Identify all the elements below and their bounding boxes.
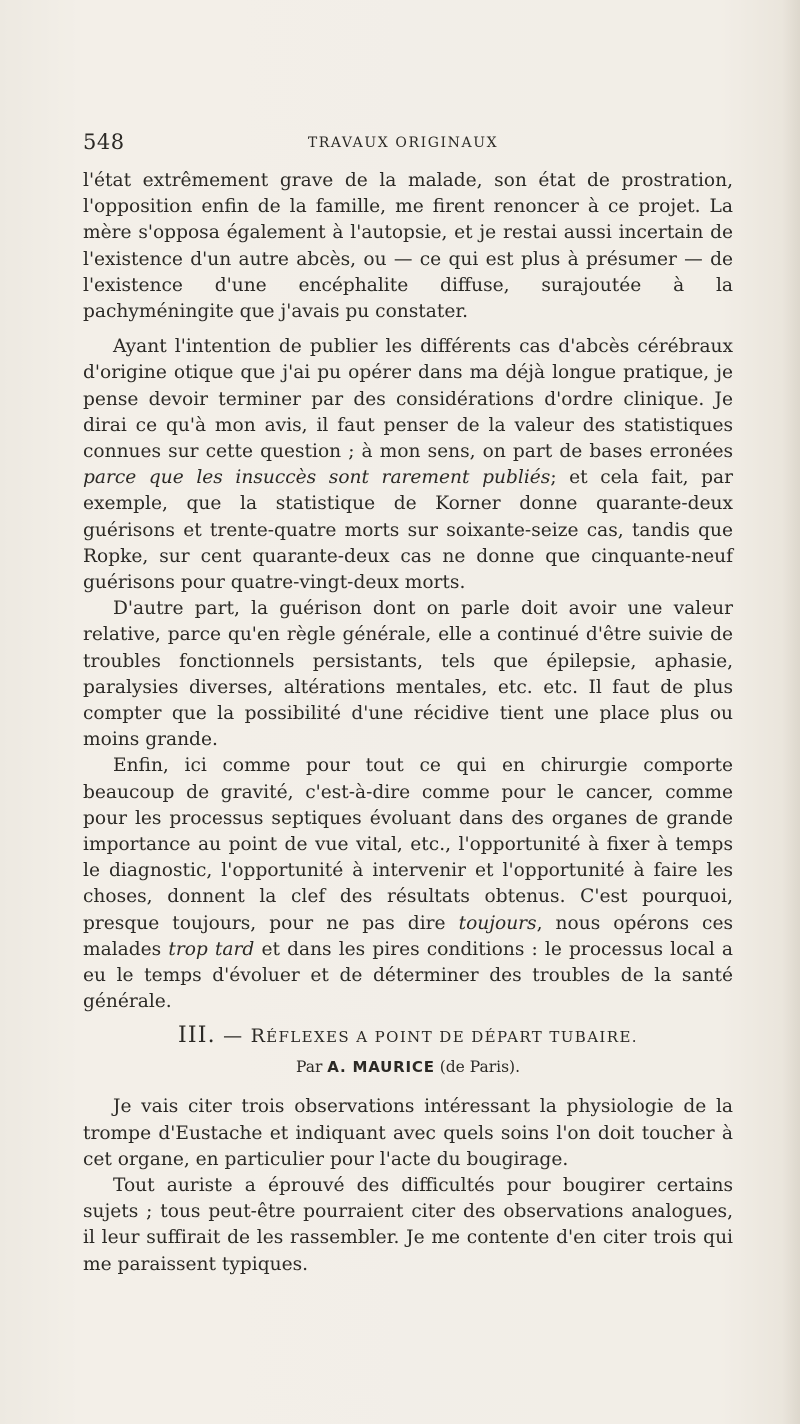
- paragraph-2-italic: parce que les insuccès sont rarement publiés: [83, 467, 551, 489]
- paragraph-3: D'autre part, la guérison dont on parle doit avoir une valeur relative, parce qu'en règle générale, elle a continué d'être suivie de troubles fonctionnels persistants, tels que épilepsie, aphasie, paralysies diverses, altérations mentales, etc. etc. Il faut de plus compter que la possibilité d'une récidive tient une place plus ou moins grande.: [83, 598, 733, 751]
- paragraph-4: [83, 753, 733, 1015]
- paragraph-4-text-c: et dans les pires conditions : le processus local a eu le temps d'évoluer et de déterminer des troubles de la santé générale.: [83, 938, 733, 1013]
- section-title-initial: R: [250, 1025, 267, 1047]
- author-suffix: (de Paris).: [439, 1058, 521, 1077]
- running-head: [83, 130, 723, 160]
- paragraph-4-italic-2: trop tard: [168, 938, 255, 960]
- section-number: III.: [178, 1023, 216, 1048]
- author-line: [83, 1054, 733, 1080]
- section-paragraph-1: Je vais citer trois observations intéressant la physiologie de la trompe d'Eustache et indiquant avec quels soins l'on doit toucher à cet organe, en particulier pour l'acte du bougirage.: [83, 1096, 733, 1170]
- section-title: ÉFLEXES A POINT DE DÉPART TUBAIRE.: [266, 1028, 638, 1046]
- page-number: 548: [83, 130, 125, 154]
- paragraph-4-text-a: Enfin, ici comme pour tout ce qui en chirurgie comporte beaucoup de gravité, c'est-à-dire comme pour le cancer, comme pour les processus septiques évoluant dans des organes de grande importance au point de vue vital, etc., l'opportunité à fixer à temps le diagnostic, l'opportunité à intervenir et l'opportunité à faire les choses, donnent la clef des résultats obtenus. C'est pourquoi, presque toujours, pour ne pas dire: [83, 755, 733, 934]
- paragraph-4-text-b: , nous opérons ces malades: [83, 912, 733, 960]
- running-title: TRAVAUX ORIGINAUX: [307, 135, 499, 151]
- paragraph-4-italic-1: toujours: [458, 912, 537, 934]
- section-dash: —: [223, 1025, 244, 1047]
- paragraph-2: [83, 334, 733, 596]
- page-edge-shadow: [782, 0, 800, 1424]
- paragraph-2-text-b: ; et cela fait, par exemple, que la statistique de Korner donne quarante-deux guérisons et trente-quatre morts sur soixante-seize cas, tandis que Ropke, sur cent quarante-deux cas ne donne que cinquante-neuf guérisons pour quatre-vingt-deux morts.: [83, 467, 733, 594]
- section-heading: [83, 1023, 733, 1050]
- section-paragraph-2: Tout auriste a éprouvé des difficultés pour bougirer certains sujets ; tous peut-être pourraient citer des observations analogues, il leur suffirait de les rassembler. Je me contente d'en citer trois qui me paraissent typiques.: [83, 1175, 733, 1275]
- paragraph-1: l'état extrêmement grave de la malade, son état de prostration, l'opposition enfin de la famille, me firent renoncer à ce projet. La mère s'opposa également à l'autopsie, et je restai aussi incertain de l'existence d'un autre abcès, ou — ce qui est plus à présumer — de l'existence d'une encéphalite diffuse, surajoutée à la pachyméningite que j'avais pu constater.: [83, 170, 733, 323]
- section-iii: [83, 1023, 733, 1278]
- body-text: [83, 168, 733, 1016]
- author-prefix: Par: [295, 1058, 323, 1077]
- author-name: A. MAURICE: [327, 1058, 435, 1077]
- paragraph-2-text-a: Ayant l'intention de publier les différents cas d'abcès cérébraux d'origine otique que j'ai pu opérer dans ma déjà longue pratique, je pense devoir terminer par des considérations d'ordre clinique. Je dirai ce qu'à mon avis, il faut penser de la valeur des statistiques connues sur cette question ; à mon sens, on part de bases erronées: [83, 336, 733, 463]
